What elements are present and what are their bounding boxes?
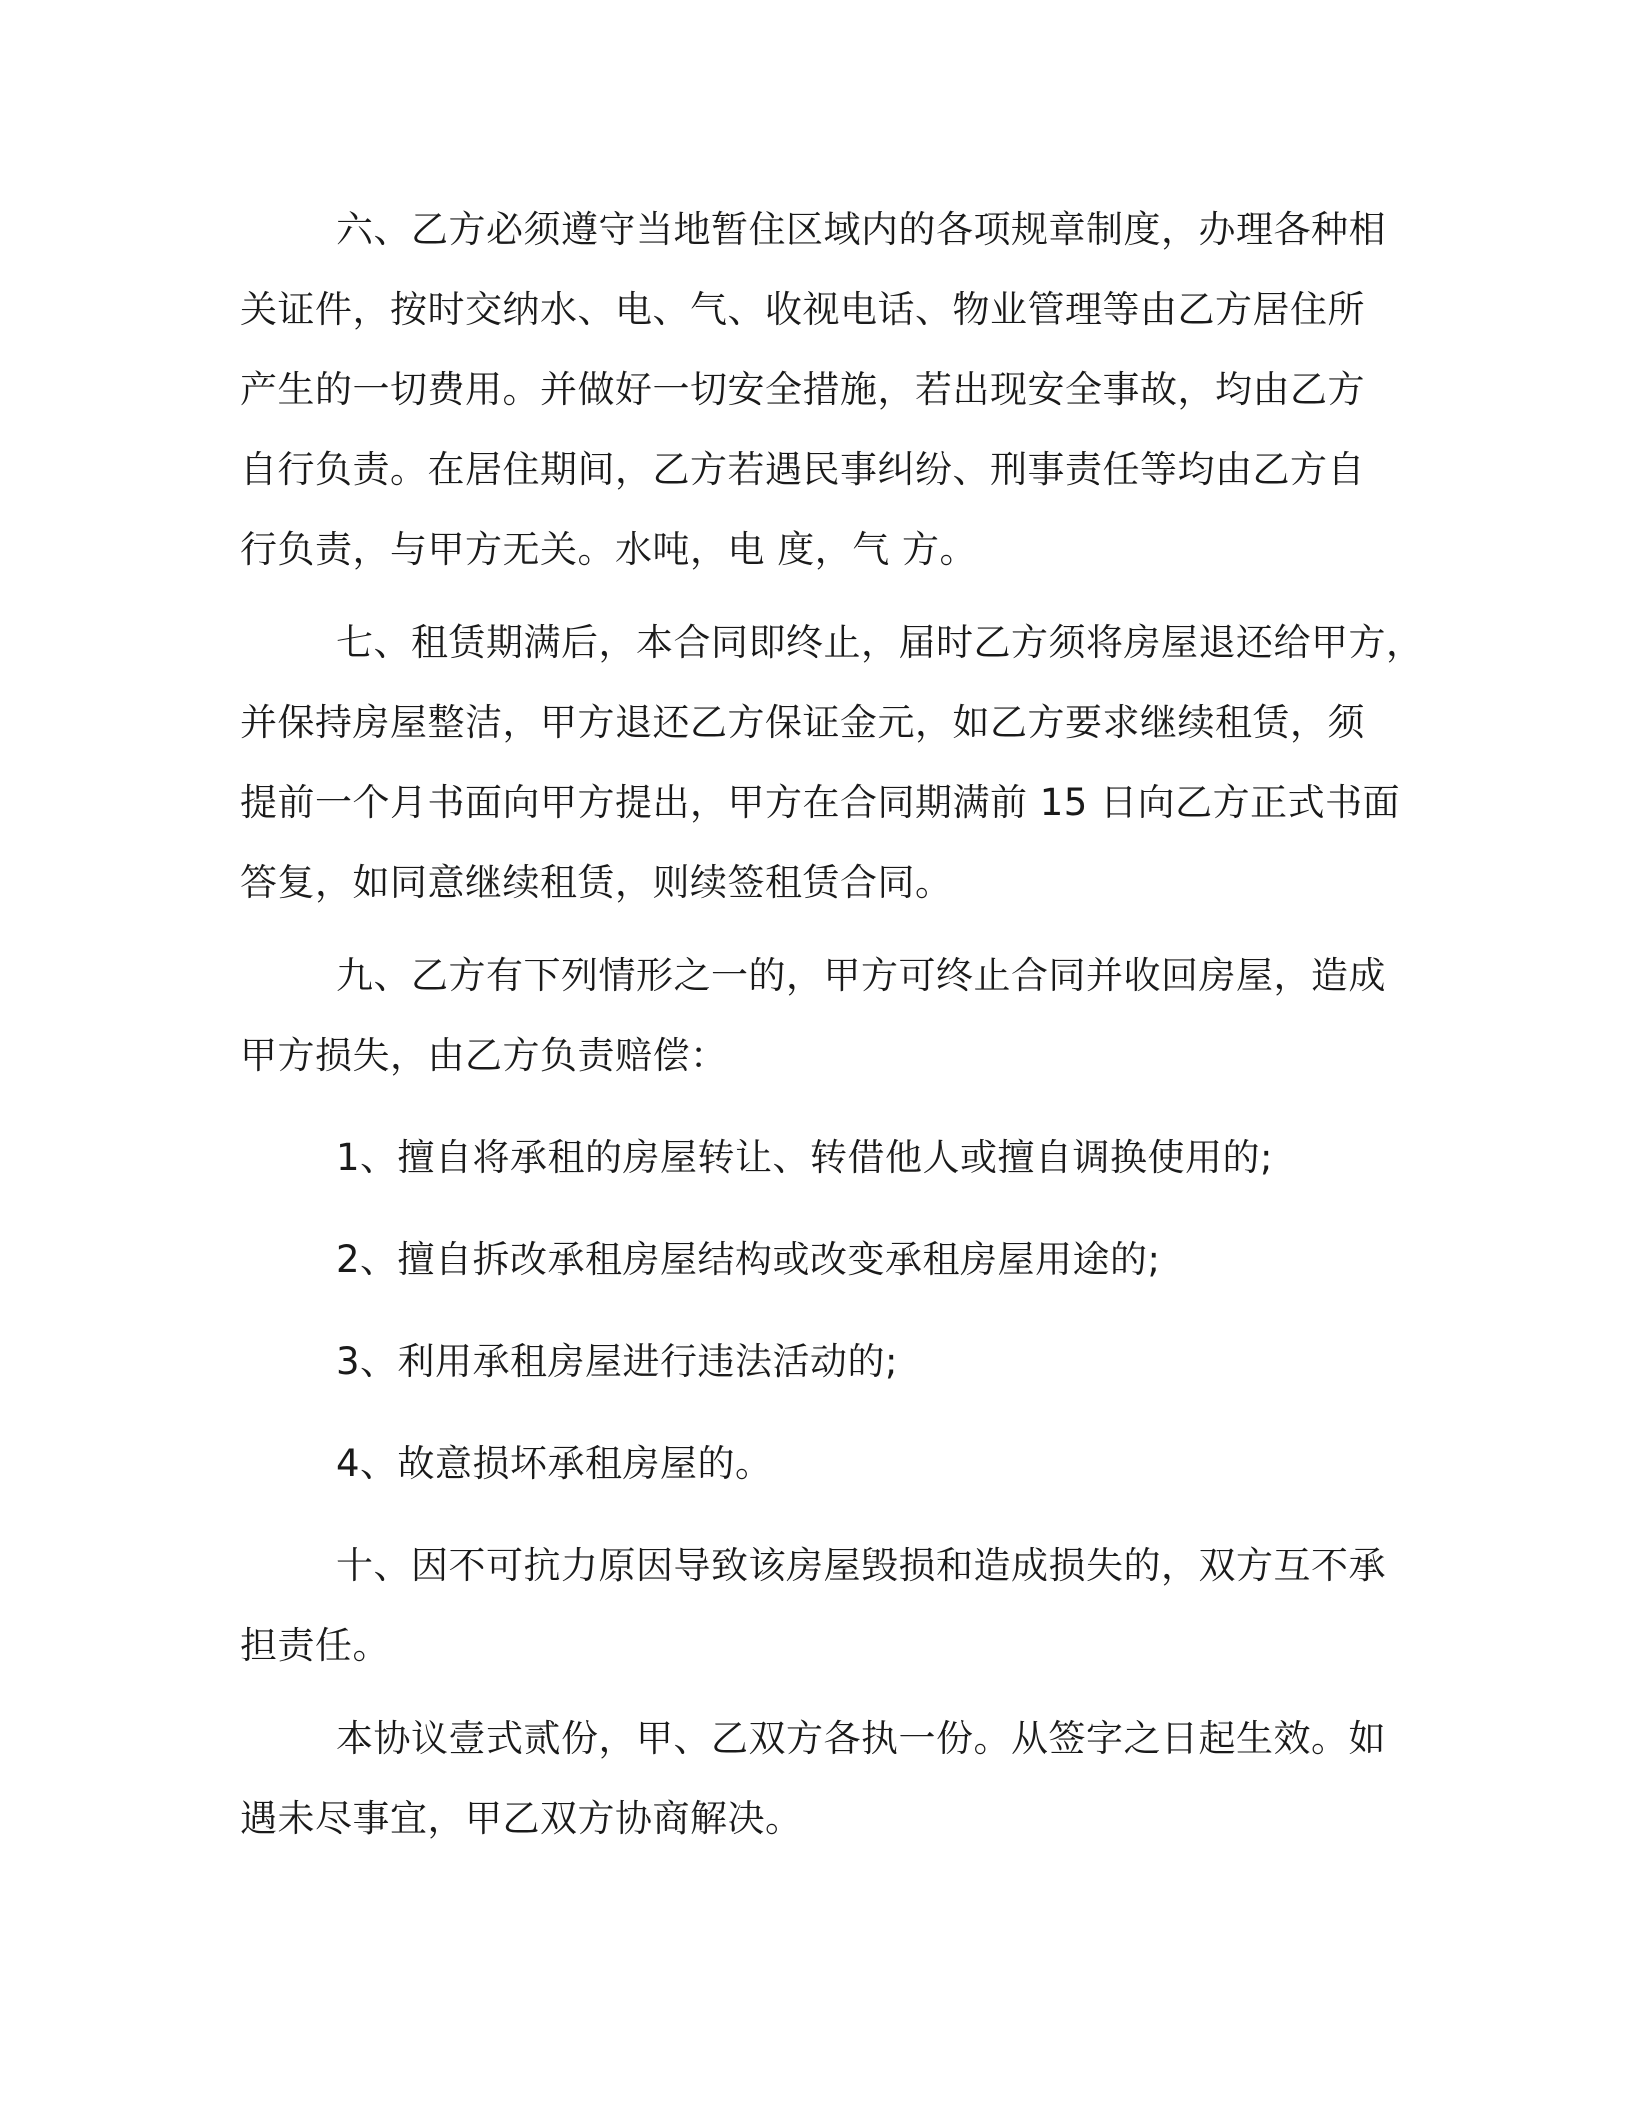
clause-7-line: 七、租赁期满后，本合同即终止，届时乙方须将房屋退还给甲方， (336, 621, 1424, 664)
clause-7-line: 提前一个月书面向甲方提出，甲方在合同期满前 15 日向乙方正式书面 (240, 781, 1401, 824)
paragraph-spacer (240, 1504, 1400, 1526)
paragraph-spacer (240, 1096, 1400, 1118)
clause-9-line: 九、乙方有下列情形之一的，甲方可终止合同并收回房屋，造成 (336, 954, 1386, 997)
clause-7-line: 并保持房屋整洁，甲方退还乙方保证金元，如乙方要求继续租赁，须 (240, 701, 1365, 744)
clause-10-paragraph (240, 1526, 1400, 1686)
clause-7-line: 答复，如同意继续租赁，则续签租赁合同。 (240, 861, 953, 904)
clause-6-line: 产生的一切费用。并做好一切安全措施，若出现安全事故，均由乙方 (240, 368, 1365, 411)
clause-9-item-list (240, 1118, 1400, 1504)
clause-6-line: 关证件，按时交纳水、电、气、收视电话、物业管理等由乙方居住所 (240, 288, 1365, 331)
clause-9-item: 1、擅自将承租的房屋转让、转借他人或擅自调换使用的; (336, 1136, 1274, 1179)
clause-6-paragraph (240, 190, 1400, 590)
clause-10-line: 担责任。 (240, 1624, 390, 1667)
closing-paragraph (240, 1699, 1400, 1859)
clause-10-line: 十、因不可抗力原因导致该房屋毁损和造成损失的，双方互不承 (336, 1544, 1386, 1587)
clause-9-item: 2、擅自拆改承租房屋结构或改变承租房屋用途的; (336, 1238, 1161, 1281)
paragraph-spacer (240, 590, 1400, 603)
clause-9-paragraph (240, 936, 1400, 1096)
closing-line: 遇未尽事宜，甲乙双方协商解决。 (240, 1797, 803, 1840)
clause-6-line: 六、乙方必须遵守当地暂住区域内的各项规章制度，办理各种相 (336, 208, 1386, 251)
paragraph-spacer (240, 1198, 1400, 1220)
clause-9-line: 甲方损失，由乙方负责赔偿： (240, 1034, 728, 1077)
clause-6-line: 自行负责。在居住期间，乙方若遇民事纠纷、刑事责任等均由乙方自 (240, 448, 1365, 491)
clause-6-line: 行负责，与甲方无关。水吨，电 度，气 方。 (240, 528, 978, 571)
paragraph-spacer (240, 923, 1400, 936)
paragraph-spacer (240, 1686, 1400, 1699)
clause-9-item: 3、利用承租房屋进行违法活动的; (336, 1340, 899, 1383)
paragraph-spacer (240, 1300, 1400, 1322)
paragraph-spacer (240, 1402, 1400, 1424)
document-page (240, 190, 1424, 1859)
closing-line: 本协议壹式贰份，甲、乙双方各执一份。从签字之日起生效。如 (336, 1717, 1386, 1760)
clause-7-paragraph (240, 603, 1424, 923)
clause-9-item: 4、故意损坏承租房屋的。 (336, 1442, 773, 1485)
